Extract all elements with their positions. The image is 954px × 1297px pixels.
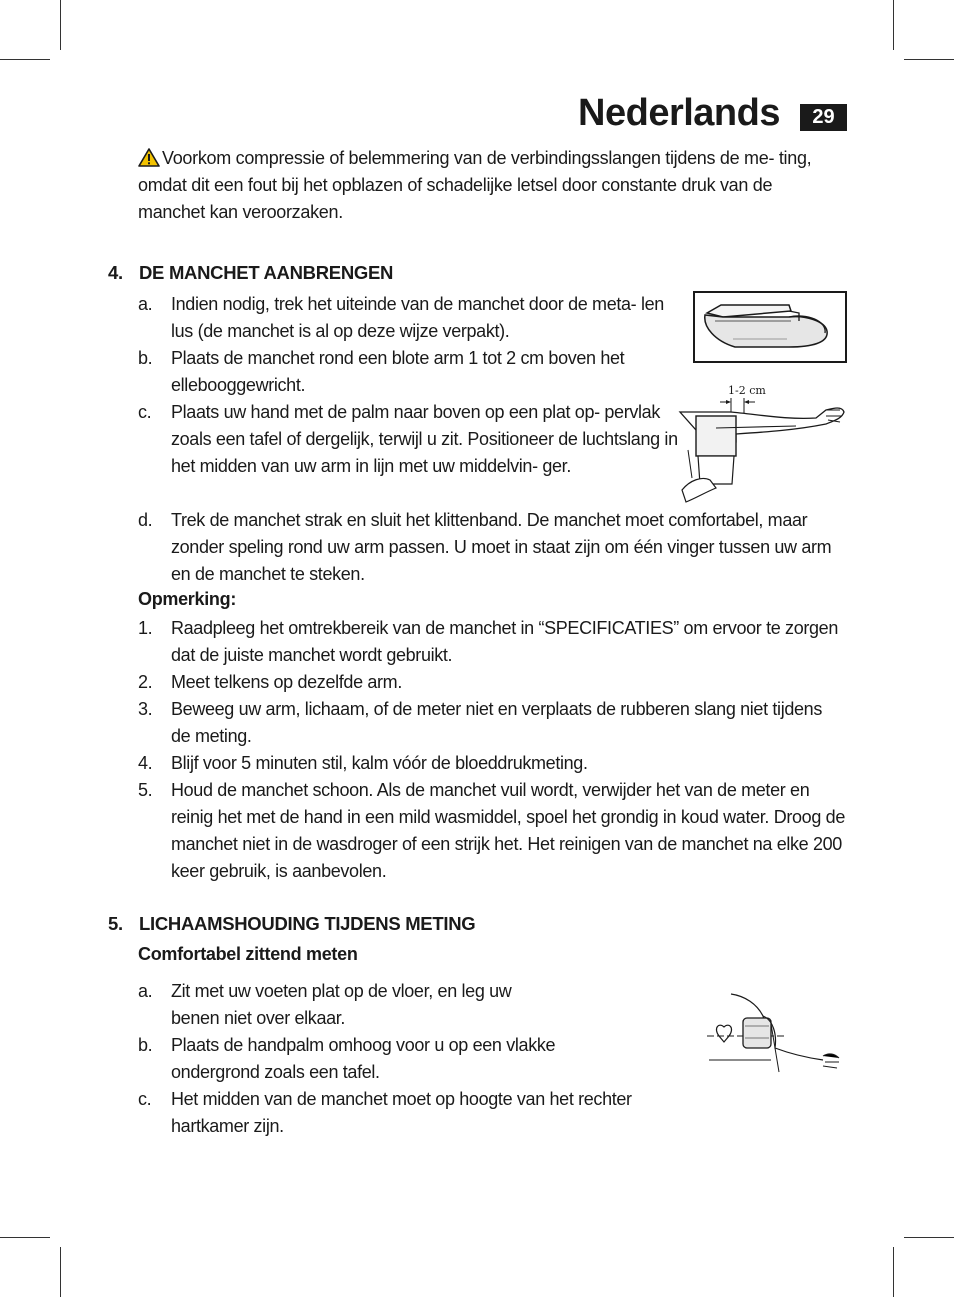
list-item-text: Het midden van de manchet moet op hoogte van het rechter hartkamer zijn. [171, 1089, 632, 1136]
list-item [138, 669, 844, 696]
list-marker: 2. [138, 672, 153, 692]
figure-label: 1-2 cm [728, 384, 766, 397]
list-item-text: Trek de manchet strak en sluit het klittenband. De manchet moet comfortabel, maar zonder speling rond uw arm passen. U moet in staat zijn om één vinger tussen uw arm en de manchet te steken. [171, 510, 832, 584]
list-item [138, 1086, 683, 1140]
section-5-heading [108, 913, 475, 935]
list-item [138, 696, 844, 750]
list-marker: 5. [138, 780, 153, 800]
crop-mark [893, 0, 894, 50]
crop-mark [0, 1237, 50, 1238]
crop-mark [893, 1247, 894, 1297]
crop-mark [904, 1237, 954, 1238]
list-item [138, 1032, 608, 1086]
list-item [138, 399, 678, 480]
list-item-text: Beweeg uw arm, lichaam, of de meter niet en verplaats de rubberen slang niet tijdens de meting. [171, 699, 822, 746]
crop-mark [60, 0, 61, 50]
posture-illustration [705, 990, 845, 1074]
list-marker: c. [138, 1089, 152, 1109]
list-item [138, 978, 558, 1032]
list-item [138, 291, 680, 345]
section-number: 4. [108, 262, 123, 283]
page-number-badge: 29 [800, 104, 847, 131]
note-label: Opmerking: [138, 589, 237, 609]
list-marker: a. [138, 294, 153, 314]
crop-mark [60, 1247, 61, 1297]
section-subtitle: Comfortabel zittend meten [138, 944, 358, 964]
list-marker: c. [138, 402, 152, 422]
list-marker: b. [138, 1035, 153, 1055]
list-item [138, 615, 844, 669]
section-title: LICHAAMSHOUDING TIJDENS METING [139, 913, 476, 934]
warning-paragraph [138, 145, 843, 226]
list-marker: d. [138, 510, 153, 530]
list-item-text: Indien nodig, trek het uiteinde van de manchet door de meta- len lus (de manchet is al op deze wijze verpakt). [171, 294, 664, 341]
list-item-text: Zit met uw voeten plat op de vloer, en leg uw benen niet over elkaar. [171, 981, 512, 1028]
warning-triangle-icon [138, 148, 160, 167]
list-item-text: Blijf voor 5 minuten stil, kalm vóór de bloeddrukmeting. [171, 753, 588, 773]
list-item-text: Plaats uw hand met de palm naar boven op een plat op- pervlak zoals een tafel of dergelijk, terwijl u zit. Positioneer de luchtslang in het midden van uw arm in lijn met uw middelvin- ger. [171, 402, 678, 476]
list-marker: 4. [138, 753, 153, 773]
section-4-heading [108, 262, 393, 284]
crop-mark [0, 59, 50, 60]
section-title: DE MANCHET AANBRENGEN [139, 262, 394, 283]
list-item-text: Plaats de handpalm omhoog voor u op een vlakke ondergrond zoals een tafel. [171, 1035, 556, 1082]
list-marker: a. [138, 981, 153, 1001]
crop-mark [904, 59, 954, 60]
list-item [138, 345, 668, 399]
page-title: Nederlands [578, 92, 780, 134]
arm-cuff-illustration [676, 380, 848, 508]
list-marker: 1. [138, 618, 153, 638]
section-number: 5. [108, 913, 123, 934]
list-item-text: Raadpleeg het omtrekbereik van de manchet in “SPECIFICATIES” om ervoor te zorgen dat de juiste manchet wordt gebruikt. [171, 618, 838, 665]
list-item [138, 777, 850, 885]
cuff-illustration [693, 291, 847, 363]
list-marker: 3. [138, 699, 153, 719]
list-item-text: Meet telkens op dezelfde arm. [171, 672, 402, 692]
list-item-text: Houd de manchet schoon. Als de manchet vuil wordt, verwijder het van de meter en reinig het met de hand in een mild wasmiddel, spoel het grondig in koud water. Droog de manchet niet in de wasdroger of een strijk het. Het reinigen van de manchet na elke 200 keer gebruik, is aanbevolen. [171, 780, 845, 881]
warning-text: Voorkom compressie of belemmering van de verbindingsslangen tijdens de me- ting, omdat dit een fout bij het opblazen of schadelijke letsel door constante druk van de manchet kan veroorzaken. [138, 148, 812, 222]
list-item [138, 507, 844, 588]
list-item [138, 750, 844, 777]
list-item-text: Plaats de manchet rond een blote arm 1 tot 2 cm boven het ellebooggewricht. [171, 348, 625, 395]
list-marker: b. [138, 348, 153, 368]
